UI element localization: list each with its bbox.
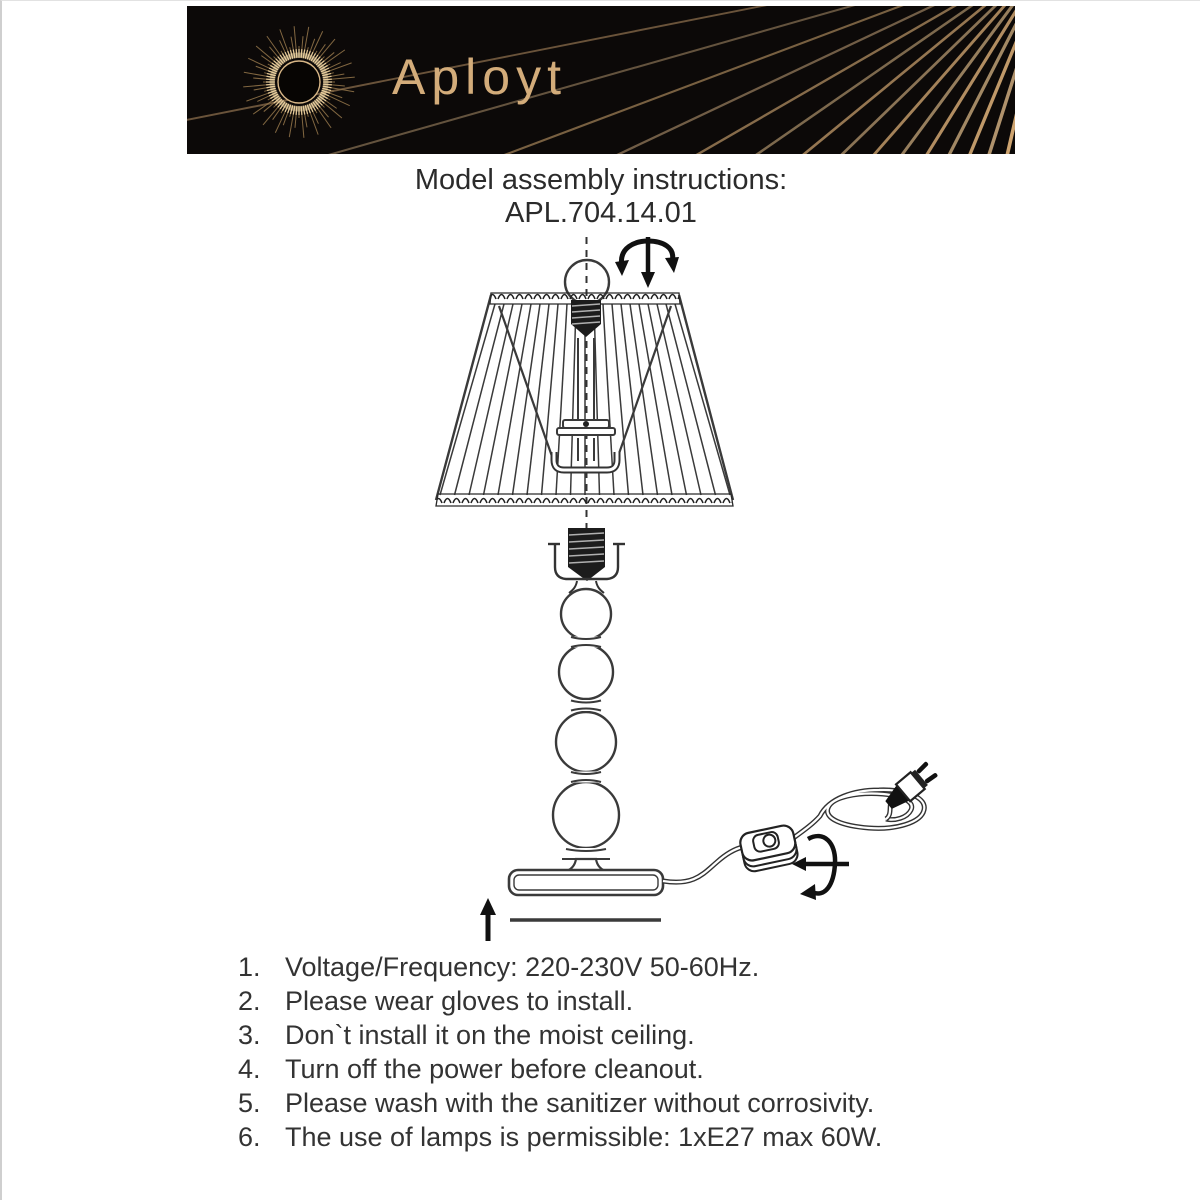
item-number: 6. (238, 1122, 261, 1152)
shade-bottom-trim (436, 494, 733, 506)
item-text: Don`t install it on the moist ceiling. (285, 1020, 695, 1050)
brand-name: Aployt (392, 49, 567, 105)
inline-switch (738, 824, 799, 873)
item-text: Please wear gloves to install. (285, 986, 634, 1016)
item-text: Please wash with the sanitizer without corrosivity. (285, 1088, 875, 1118)
up-arrow-icon (480, 898, 496, 941)
socket-ring (557, 420, 615, 435)
item-text: Turn off the power before cleanout. (285, 1054, 704, 1084)
instructions-list (238, 952, 1018, 1156)
item-number: 3. (238, 1020, 261, 1050)
model-number: APL.704.14.01 (505, 197, 697, 229)
item-number: 2. (238, 986, 261, 1016)
item-number: 1. (238, 952, 261, 982)
glass-ball-stem (553, 589, 619, 872)
ball-neck (571, 772, 601, 783)
list-item (238, 1054, 1018, 1088)
ball-neck (571, 637, 601, 648)
item-text: The use of lamps is permissible: 1xE27 max 60W. (285, 1122, 883, 1152)
ball-neck (571, 700, 601, 711)
list-item (238, 986, 1018, 1020)
rotate-finial-icon (615, 237, 679, 288)
item-number: 4. (238, 1054, 261, 1084)
list-item (238, 1122, 1018, 1156)
page-title: Model assembly instructions: (414, 164, 788, 196)
item-number: 5. (238, 1088, 261, 1118)
stem-collar (562, 848, 610, 859)
list-item (238, 1020, 1018, 1054)
lamp-socket (548, 528, 625, 593)
item-text: Voltage/Frequency: 220-230V 50-60Hz. (285, 952, 760, 982)
list-item (238, 1088, 1018, 1122)
list-item (238, 952, 1018, 986)
lamp-base (509, 870, 663, 895)
rotate-cord-icon (792, 836, 849, 900)
